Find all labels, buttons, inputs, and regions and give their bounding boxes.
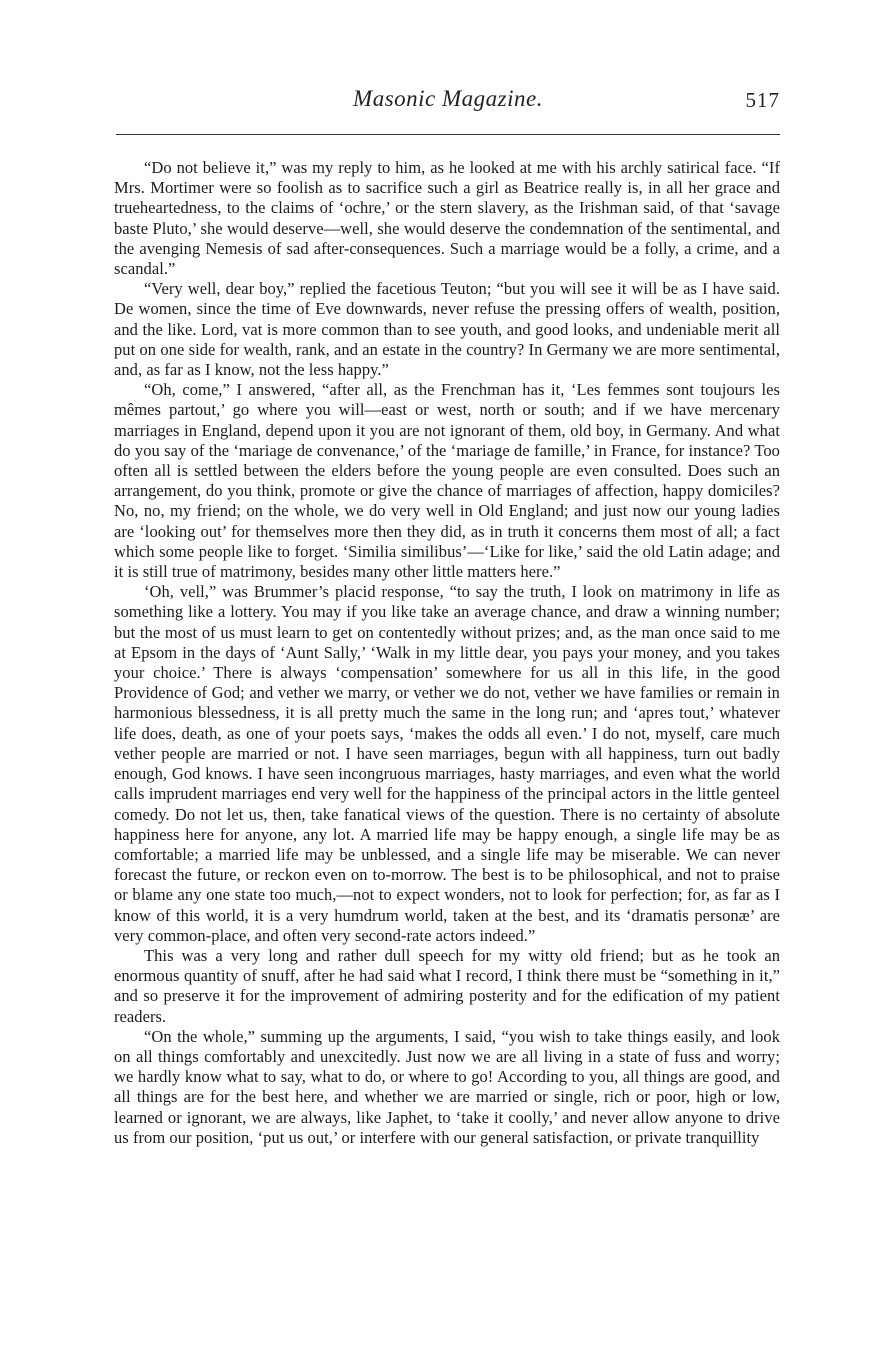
paragraph: “Oh, come,” I answered, “after all, as the Frenchman has it, ‘Les femmes sont toujours les mêmes partout,’ go where you will—east or west, north or south; and if we have mercenary marriages in England, depend upon it you are not ignorant of them, old boy, in Germany. And what do you say of the ‘mariage de convenance,’ of the ‘mariage de famille,’ in France, for instance? Too often all is settled between the elders before the young people are even consulted. Does such an arrangement, do you think, promote or give the chance of marriages of affection, happy domiciles? No, no, my friend; on the whole, we do very well in Old England; and just now our young ladies are ‘looking out’ for themselves more then they did, as in truth it concerns them most of all; a fact which some people like to forget. ‘Similia similibus’—‘Like for like,’ said the old Latin adage; and it is still true of matrimony, besides many other little matters here.” <box>114 380 780 582</box>
paragraph: This was a very long and rather dull speech for my witty old friend; but as he took an enormous quantity of snuff, after he had said what I record, I think there must be “something in it,” and so preserve it for the improvement of admiring posterity and for the edification of my patient readers. <box>114 945 780 1026</box>
paragraph: “On the whole,” summing up the arguments, I said, “you wish to take things easily, and look on all things comfortably and unexcitedly. Just now we are all living in a state of fuss and worry; we hardly know what to say, what to do, or where to go! According to you, all things are good, and all things are for the best here, and whether we are married or single, rich or poor, high or low, learned or ignorant, we are always, like Japhet, to ‘take it coolly,’ and never allow anyone to drive us from our position, ‘put us out,’ or interfere with our general satisfaction, or private tranquillity <box>114 1026 780 1147</box>
running-title: Masonic Magazine. <box>353 86 543 111</box>
page-header <box>116 86 780 126</box>
paragraph: ‘Oh, vell,” was Brummer’s placid response, “to say the truth, I look on matrimony in life as something like a lottery. You may if you like take an average chance, and draw a winning number; but the most of us must learn to get on contentedly without prizes; and, as the man once said to me at Epsom in the days of ‘Aunt Sally,’ ‘Walk in my little dear, you pays your money, and you takes your choice.’ There is always ‘compensation’ somewhere for us all in this life, in the good Providence of God; and vether we marry, or vether we do not, vether we have families or remain in harmonious blessedness, it is all pretty much the same in the long run; and ‘apres tout,’ whatever life does, death, as one of your poets says, ‘makes the odds all even.’ I do not, myself, care much vether people are married or not. I have seen marriages, begun with all happiness, turn out badly enough, God knows. I have seen incongruous marriages, hasty marriages, and even what the world calls imprudent marriages end very well for the happiness of the principal actors in the little genteel comedy. Do not let us, then, take fanatical views of the question. There is no certainty of absolute happiness here for anyone, any lot. A married life may be happy enough, a single life may be as comfortable; a married life may be unblessed, and a single life may be miserable. We can never forecast the future, or reckon even on to-morrow. The best is to be philosophical, and not to praise or blame any one state too much,—not to expect wonders, not to look for perfection; for, as far as I know of this world, it is a very humdrum world, taken at the best, and its ‘dramatis personæ’ are very common-place, and often very second-rate actors indeed.” <box>114 582 780 945</box>
article-body <box>114 158 780 1148</box>
page-number: 517 <box>745 88 780 112</box>
paragraph: “Do not believe it,” was my reply to him, as he looked at me with his archly satirical face. “If Mrs. Mortimer were so foolish as to sacrifice such a girl as Beatrice really is, in all her grace and trueheartedness, to the claims of ‘ochre,’ or the stern slavery, as the Irishman said, of that ‘savage baste Pluto,’ she would deserve—well, she would deserve the condemnation of the sentimental, and the avenging Nemesis of sad after-consequences. Such a marriage would be a folly, a crime, and a scandal.” <box>114 158 780 279</box>
paragraph: “Very well, dear boy,” replied the facetious Teuton; “but you will see it will be as I have said. De women, since the time of Eve downwards, never refuse the pressing offers of wealth, position, and the like. Lord, vat is more common than to see youth, and good looks, and undeniable merit all put on one side for wealth, rank, and an estate in the country? In Germany we are more sentimental, and, as far as I know, not the less happy.” <box>114 279 780 380</box>
header-rule <box>116 134 780 135</box>
